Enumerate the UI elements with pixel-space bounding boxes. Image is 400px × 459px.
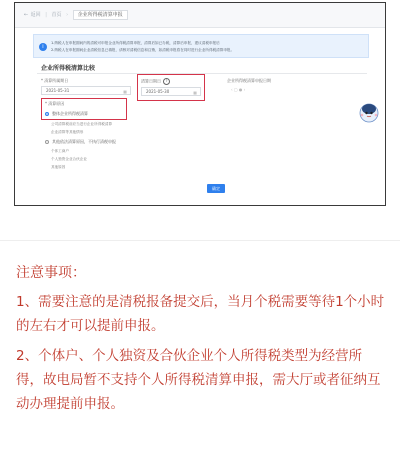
period-value: 2021-05-31 bbox=[46, 88, 70, 93]
period-input[interactable] bbox=[41, 86, 131, 95]
date-value: 2021-05-30 bbox=[146, 89, 170, 94]
right-label: 企业所得税清算申报日期 bbox=[227, 78, 271, 83]
breadcrumb-active-tab[interactable]: 企业所得税清算申报 bbox=[73, 10, 128, 20]
info-notice bbox=[33, 34, 369, 58]
date-input[interactable] bbox=[141, 87, 201, 96]
breadcrumb-back[interactable]: 返回 bbox=[30, 12, 41, 18]
notice-line-1: 1.纳税人在申报期间内的清税可申报企业所得税清算申报，清算后如已办税，清算后申报，建议清税申报后 bbox=[51, 41, 220, 45]
period-label: * 清算所属期日 bbox=[41, 78, 69, 83]
info-icon: i bbox=[39, 43, 47, 51]
notes-title: 注意事项： bbox=[16, 265, 86, 281]
confirm-button[interactable]: 确定 bbox=[207, 184, 225, 193]
calendar-icon: ▦ bbox=[123, 89, 127, 94]
section-title: 企业所得税清算比较 bbox=[41, 65, 96, 72]
note-paragraph-1: 1、需要注意的是清税报备提交后，当月个税需要等待1个小时的左右才可以提前申报。 bbox=[16, 294, 385, 334]
pager-icons: ‹ ▢ ● › bbox=[231, 87, 246, 92]
notice-line-2: 2.纳税人在申报期间企业清税信息已填报，请核对清税信息和注销，如清税申报将在同时进行企业所得税清算申报。 bbox=[51, 48, 235, 52]
reason-other-text: 其他依法清算原因，不执行清税申报 bbox=[52, 139, 116, 144]
breadcrumb-separator: | bbox=[45, 12, 47, 18]
reason-sub-3: 个体工商户 bbox=[51, 149, 69, 153]
reason-sub-5: 其他原因 bbox=[51, 165, 66, 169]
screenshot-frame bbox=[14, 2, 386, 206]
radio-unselected-icon[interactable] bbox=[45, 140, 49, 144]
divider bbox=[0, 240, 400, 241]
date-label-text: 清算日期日 bbox=[141, 78, 161, 84]
breadcrumb-separator: › bbox=[66, 12, 69, 18]
breadcrumb-home[interactable]: 首页 bbox=[51, 12, 62, 18]
breadcrumb bbox=[23, 11, 128, 18]
date-label bbox=[141, 78, 170, 85]
assistant-mascot-icon[interactable] bbox=[359, 101, 379, 123]
reason-label: * 清算原因 bbox=[45, 101, 65, 106]
radio-selected-icon[interactable] bbox=[45, 112, 49, 116]
note-paragraph-2: 2、个体户、个人独资及合伙企业个人所得税类型为经营所得，故电局暂不支持个人所得税清算申报，需大厅或者征纳互动办理提前申报。 bbox=[16, 348, 381, 412]
reason-sub-1: 公司清算税前应当进行企业所得税清算 bbox=[51, 122, 113, 126]
reason-sub-4: 个人独资企业合伙企业 bbox=[51, 157, 87, 161]
back-arrow-icon[interactable]: ← bbox=[23, 12, 29, 18]
question-icon[interactable]: ? bbox=[163, 78, 170, 85]
reason-selected-text: 整体企业所得税清算 bbox=[52, 111, 88, 116]
top-bar bbox=[15, 3, 385, 28]
reason-option-other[interactable] bbox=[45, 139, 116, 145]
reason-option-selected[interactable] bbox=[45, 111, 88, 117]
right-pager[interactable] bbox=[227, 86, 287, 95]
reason-sub-2: 企业清算等其他情形 bbox=[51, 130, 84, 134]
calendar-icon: ▦ bbox=[193, 90, 197, 95]
